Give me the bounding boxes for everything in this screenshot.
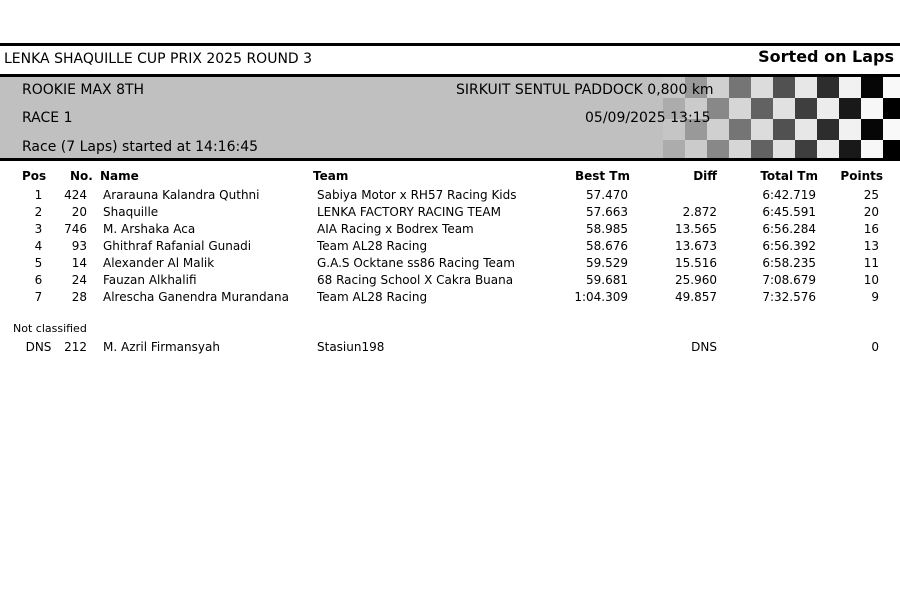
col-head-diff: Diff (693, 169, 717, 183)
cell-points: 25 (863, 188, 879, 202)
cell-no: 93 (71, 239, 87, 253)
cell-team: Sabiya Motor x RH57 Racing Kids (317, 188, 517, 202)
checker-square (817, 98, 839, 119)
result-row (0, 188, 900, 205)
checker-square (817, 77, 839, 98)
class-name: ROOKIE MAX 8TH (22, 82, 145, 98)
cell-diff: 25.960 (675, 273, 717, 287)
checker-square (795, 119, 817, 140)
cell-total: 6:45.591 (762, 205, 816, 219)
cell-name: Shaquille (103, 205, 159, 219)
checker-square (883, 140, 900, 158)
cell-best: 58.985 (586, 222, 628, 236)
checker-square (861, 77, 883, 98)
cell-pos: 3 (34, 222, 43, 236)
cell-points: 13 (863, 239, 879, 253)
checker-square (861, 119, 883, 140)
cell-team: Team AL28 Racing (317, 239, 428, 253)
cell-team: G.A.S Ocktane ss86 Racing Team (317, 256, 515, 270)
checker-square (751, 98, 773, 119)
cell-best: 57.470 (586, 188, 628, 202)
cell-pos: 1 (34, 188, 43, 202)
checker-square (795, 98, 817, 119)
cell-no: 746 (64, 222, 87, 236)
race-info-panel (0, 77, 900, 158)
top-rule (0, 43, 900, 46)
not-classified-row (0, 340, 900, 357)
col-head-best: Best Tm (574, 169, 630, 183)
cell-total: 7:08.679 (762, 273, 816, 287)
checker-square (773, 119, 795, 140)
cell-no: 14 (71, 256, 87, 270)
cell-best: 58.676 (586, 239, 628, 253)
checker-square (773, 98, 795, 119)
result-row (0, 205, 900, 222)
result-row (0, 256, 900, 273)
cell-name: Alrescha Ganendra Murandana (103, 290, 289, 304)
checker-square (773, 140, 795, 158)
checker-square (729, 140, 751, 158)
result-row (0, 239, 900, 256)
checker-square (685, 140, 707, 158)
checker-square (839, 140, 861, 158)
cell-name: Ararauna Kalandra Quthni (103, 188, 260, 202)
cell-no: 20 (71, 205, 87, 219)
checker-square (795, 77, 817, 98)
cell-name: M. Azril Firmansyah (103, 340, 220, 354)
cell-points: 11 (863, 256, 879, 270)
cell-total: 6:56.392 (762, 239, 816, 253)
cell-pos: 6 (34, 273, 43, 287)
checker-square (839, 119, 861, 140)
cell-name: Fauzan Alkhalifi (103, 273, 197, 287)
cell-best: 1:04.309 (574, 290, 628, 304)
cell-points: 10 (863, 273, 879, 287)
cell-name: Ghithraf Rafanial Gunadi (103, 239, 252, 253)
checker-square (817, 119, 839, 140)
cell-total: 6:56.284 (762, 222, 816, 236)
cell-pos: 4 (34, 239, 43, 253)
checker-square (817, 140, 839, 158)
cell-team: Stasiun198 (317, 340, 385, 354)
col-head-pos: Pos (22, 169, 47, 183)
checker-square (883, 98, 900, 119)
checker-square (707, 140, 729, 158)
cell-diff: 13.673 (675, 239, 717, 253)
cell-pos: 7 (34, 290, 43, 304)
col-head-team: Team (313, 169, 349, 183)
checker-square (729, 119, 751, 140)
cell-name: M. Arshaka Aca (103, 222, 196, 236)
cell-name: Alexander Al Malik (103, 256, 215, 270)
cell-diff: 15.516 (675, 256, 717, 270)
checker-square (729, 98, 751, 119)
cell-diff: 13.565 (675, 222, 717, 236)
result-row (0, 273, 900, 290)
circuit-name: SIRKUIT SENTUL PADDOCK 0,800 km (456, 82, 714, 98)
cell-team: LENKA FACTORY RACING TEAM (317, 205, 501, 219)
checker-square (883, 119, 900, 140)
checker-square (751, 77, 773, 98)
checker-square (839, 98, 861, 119)
cell-total: 6:42.719 (762, 188, 816, 202)
cell-no: 212 (64, 340, 87, 354)
panel-rule (0, 158, 900, 161)
checker-square (751, 140, 773, 158)
checker-square (883, 77, 900, 98)
cell-best: 57.663 (586, 205, 628, 219)
cell-diff: 49.857 (675, 290, 717, 304)
col-head-total: Total Tm (760, 169, 818, 183)
cell-total: 6:58.235 (762, 256, 816, 270)
checker-square (663, 140, 685, 158)
cell-points: 20 (863, 205, 879, 219)
checker-square (751, 119, 773, 140)
result-row (0, 222, 900, 239)
not-classified-label: Not classified (13, 322, 87, 335)
sort-label: Sorted on Laps (758, 47, 894, 66)
cell-pos: 5 (34, 256, 43, 270)
col-head-name: Name (100, 169, 139, 183)
cell-team: AIA Racing x Bodrex Team (317, 222, 474, 236)
cell-team: Team AL28 Racing (317, 290, 428, 304)
race-name: RACE 1 (22, 110, 73, 126)
cell-no: 24 (71, 273, 87, 287)
checker-square (839, 77, 861, 98)
cell-total: 7:32.576 (762, 290, 816, 304)
checker-square (773, 77, 795, 98)
race-start-info: Race (7 Laps) started at 14:16:45 (22, 139, 259, 155)
cell-diff: DNS (691, 340, 717, 354)
result-row (0, 290, 900, 307)
checker-square (861, 98, 883, 119)
cell-best: 59.529 (586, 256, 628, 270)
cell-pos: DNS (25, 340, 52, 354)
event-title: LENKA SHAQUILLE CUP PRIX 2025 ROUND 3 (4, 51, 313, 67)
cell-points: 16 (863, 222, 879, 236)
col-head-no: No. (70, 169, 93, 183)
cell-no: 28 (71, 290, 87, 304)
cell-points: 9 (871, 290, 879, 304)
cell-diff: 2.872 (682, 205, 717, 219)
checker-square (795, 140, 817, 158)
race-datetime: 05/09/2025 13:15 (585, 110, 711, 126)
cell-pos: 2 (34, 205, 43, 219)
cell-points: 0 (871, 340, 879, 354)
cell-best: 59.681 (586, 273, 628, 287)
cell-team: 68 Racing School X Cakra Buana (317, 273, 514, 287)
cell-no: 424 (64, 188, 87, 202)
checker-square (861, 140, 883, 158)
col-head-points: Points (840, 169, 883, 183)
checker-square (729, 77, 751, 98)
